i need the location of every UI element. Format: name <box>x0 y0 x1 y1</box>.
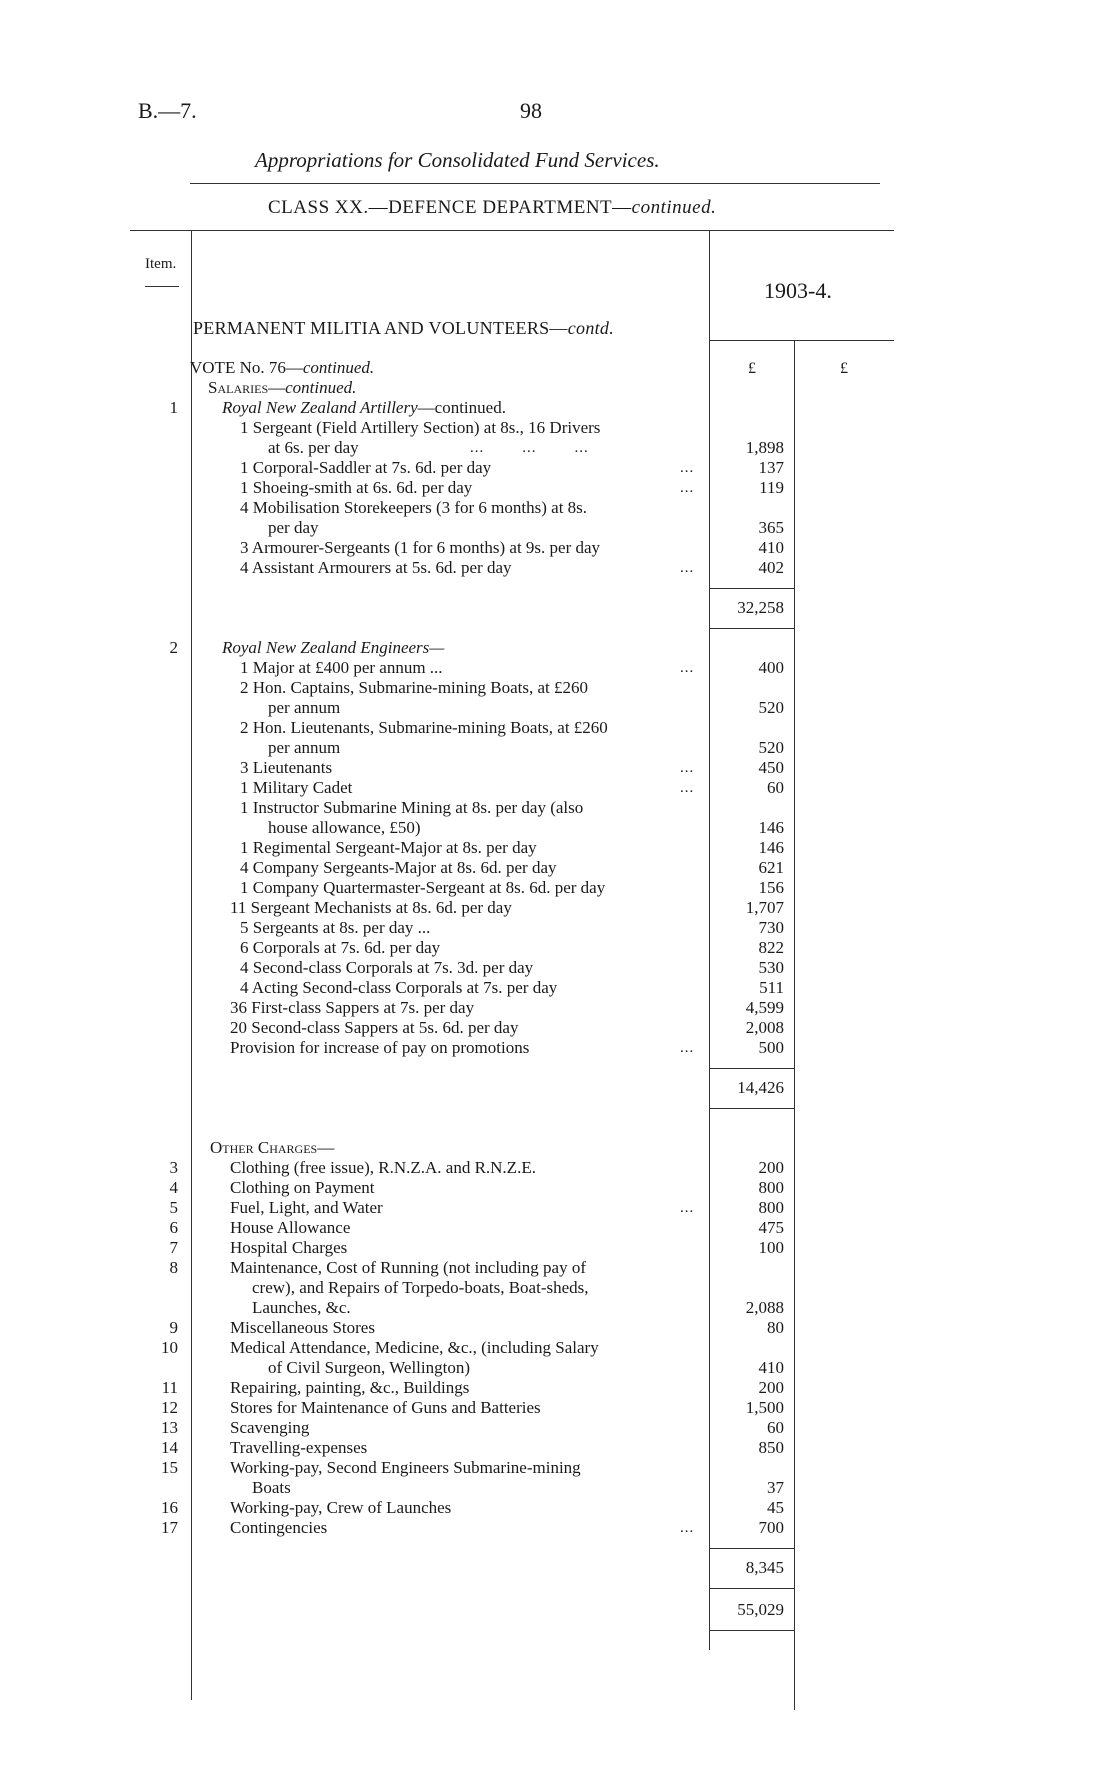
item-number: 14 <box>161 1438 178 1457</box>
item-number: 12 <box>161 1398 178 1417</box>
table-row: 36 First-class Sappers at 7s. per day <box>230 998 475 1017</box>
row-amount: 45 <box>767 1498 784 1517</box>
artillery-heading-continued: —continued. <box>417 398 506 417</box>
table-row: Clothing on Payment <box>230 1178 375 1197</box>
vote-number: VOTE No. 76— <box>190 358 303 377</box>
table-row: 1 Regimental Sergeant-Major at 8s. per day <box>240 838 537 857</box>
table-row: of Civil Surgeon, Wellington) <box>268 1358 470 1377</box>
row-amount: 146 <box>758 818 784 837</box>
table-row: Launches, &c. <box>252 1298 351 1317</box>
subtotal-rule <box>709 1068 794 1069</box>
dot-leader: ... <box>680 660 695 676</box>
amount-column-divider <box>709 230 710 1650</box>
table-row: 6 Corporals at 7s. 6d. per day <box>240 938 441 957</box>
section-title <box>193 318 614 339</box>
table-row: 11 Sergeant Mechanists at 8s. 6d. per day <box>230 898 512 917</box>
item-number: 13 <box>161 1418 178 1437</box>
row-amount: 60 <box>767 778 784 797</box>
row-amount: 137 <box>758 458 784 477</box>
table-row: 3 Armourer-Sergeants (1 for 6 months) at 9s. per day <box>240 538 601 557</box>
table-row: Contingencies <box>230 1518 328 1537</box>
table-row: Repairing, painting, &c., Buildings <box>230 1378 470 1397</box>
row-amount: 37 <box>767 1478 784 1497</box>
item-number: 16 <box>161 1498 178 1517</box>
total-column-divider <box>794 340 795 1710</box>
engineers-total: 14,426 <box>737 1078 784 1097</box>
engineers-heading-text: Royal New Zealand Engineers— <box>222 638 445 657</box>
table-row: crew), and Repairs of Torpedo-boats, Boat-sheds, <box>252 1278 589 1297</box>
dot-leader: ... <box>680 760 695 776</box>
section-title-continued: contd. <box>567 318 615 338</box>
pound-sign-detail: £ <box>748 360 756 377</box>
dot-leader: ... <box>680 1200 695 1216</box>
item-number: 2 <box>169 638 178 657</box>
item-number: 11 <box>161 1378 178 1397</box>
table-row: Scavenging <box>230 1418 310 1437</box>
year-rule <box>709 340 894 341</box>
row-amount: 520 <box>758 698 784 717</box>
artillery-heading <box>222 398 506 418</box>
row-amount: 200 <box>758 1378 784 1397</box>
row-amount: 400 <box>758 658 784 677</box>
table-row: 1 Major at £400 per annum ... <box>240 658 443 677</box>
salaries-heading <box>208 378 356 398</box>
class-heading-text: CLASS XX.—DEFENCE DEPARTMENT— <box>268 197 632 218</box>
table-row: 4 Assistant Armourers at 5s. 6d. per day <box>240 558 512 577</box>
dot-leader: ... <box>680 1520 695 1536</box>
item-column-label: Item. <box>145 256 177 272</box>
row-amount: 146 <box>758 838 784 857</box>
salaries-label: Salaries— <box>208 378 286 397</box>
table-row: House Allowance <box>230 1218 351 1237</box>
item-number: 17 <box>161 1518 178 1537</box>
dot-leader: ... <box>680 780 695 796</box>
section-title-text: PERMANENT MILITIA AND VOLUNTEERS— <box>193 318 568 338</box>
grand-total-rule <box>709 1630 794 1631</box>
row-amount: 410 <box>758 538 784 557</box>
table-row: 4 Company Sergeants-Major at 8s. 6d. per day <box>240 858 557 877</box>
table-row: Stores for Maintenance of Guns and Batteries <box>230 1398 541 1417</box>
table-row: 4 Second-class Corporals at 7s. 3d. per day <box>240 958 534 977</box>
row-amount: 730 <box>758 918 784 937</box>
salaries-continued: continued. <box>285 378 357 397</box>
item-number: 9 <box>169 1318 178 1337</box>
table-row: Working-pay, Crew of Launches <box>230 1498 452 1517</box>
row-amount: 800 <box>758 1178 784 1197</box>
row-amount: 621 <box>758 858 784 877</box>
item-number: 15 <box>161 1458 178 1477</box>
table-row: 3 Lieutenants <box>240 758 333 777</box>
artillery-total: 32,258 <box>737 598 784 617</box>
table-row: 1 Company Quartermaster-Sergeant at 8s. 6d. per day <box>240 878 606 897</box>
row-amount: 4,599 <box>745 998 784 1017</box>
table-row: Working-pay, Second Engineers Submarine-mining <box>230 1458 581 1477</box>
grand-total: 55,029 <box>737 1600 784 1619</box>
row-amount: 119 <box>759 478 784 497</box>
row-amount: 500 <box>758 1038 784 1057</box>
table-row: 2 Hon. Captains, Submarine-mining Boats, at £260 <box>240 678 588 697</box>
vote-line <box>190 358 374 378</box>
table-row: 2 Hon. Lieutenants, Submarine-mining Boats, at £260 <box>240 718 608 737</box>
other-charges-label: Other Charges— <box>210 1138 335 1157</box>
rule-under-class <box>130 230 894 231</box>
table-row: 1 Military Cadet <box>240 778 353 797</box>
row-amount: 2,008 <box>745 1018 784 1037</box>
row-amount: 700 <box>758 1518 784 1537</box>
table-row: 1 Instructor Submarine Mining at 8s. per day (also <box>240 798 584 817</box>
year-label: 1903-4. <box>764 278 832 303</box>
item-number: 7 <box>169 1238 178 1257</box>
table-row: Fuel, Light, and Water <box>230 1198 383 1217</box>
page-number: 98 <box>520 98 542 123</box>
row-amount: 2,088 <box>745 1298 784 1317</box>
class-heading <box>268 197 716 219</box>
table-row: 4 Acting Second-class Corporals at 7s. per day <box>240 978 558 997</box>
table-row: 20 Second-class Sappers at 5s. 6d. per day <box>230 1018 519 1037</box>
item-number: 10 <box>161 1338 178 1357</box>
table-row: per annum <box>268 738 341 757</box>
item-number: 8 <box>169 1258 178 1277</box>
item-head-rule <box>145 286 179 287</box>
document-reference: B.—7. <box>138 98 197 123</box>
dot-leader: ... <box>680 460 695 476</box>
class-heading-continued: continued. <box>631 197 717 218</box>
item-column-divider <box>191 230 192 1700</box>
table-row: 5 Sergeants at 8s. per day ... <box>240 918 431 937</box>
item-number: 3 <box>169 1158 178 1177</box>
row-amount: 60 <box>767 1418 784 1437</box>
table-row: Miscellaneous Stores <box>230 1318 375 1337</box>
row-amount: 100 <box>758 1238 784 1257</box>
item-number: 4 <box>169 1178 178 1197</box>
table-row: Hospital Charges <box>230 1238 348 1257</box>
table-row: at 6s. per day <box>268 438 359 457</box>
row-amount: 520 <box>758 738 784 757</box>
item-number: 1 <box>169 398 178 417</box>
table-row: per annum <box>268 698 341 717</box>
subtotal-rule <box>709 628 794 629</box>
engineers-heading <box>222 638 444 658</box>
row-amount: 800 <box>758 1198 784 1217</box>
row-amount: 410 <box>758 1358 784 1377</box>
row-amount: 80 <box>767 1318 784 1337</box>
dot-leader: ... ... ... <box>470 440 589 456</box>
table-row: Boats <box>252 1478 291 1497</box>
table-row: Clothing (free issue), R.N.Z.A. and R.N.Z.E. <box>230 1158 536 1177</box>
table-row: per day <box>268 518 319 537</box>
row-amount: 1,707 <box>745 898 784 917</box>
pound-sign-total: £ <box>840 360 848 377</box>
row-amount: 450 <box>758 758 784 777</box>
table-row: 1 Corporal-Saddler at 7s. 6d. per day <box>240 458 492 477</box>
table-row: house allowance, £50) <box>268 818 421 837</box>
item-number: 6 <box>169 1218 178 1237</box>
item-number: 5 <box>169 1198 178 1217</box>
subtotal-rule <box>709 588 794 589</box>
subtotal-rule <box>709 1548 794 1549</box>
row-amount: 475 <box>758 1218 784 1237</box>
dot-leader: ... <box>680 560 695 576</box>
table-row: Maintenance, Cost of Running (not including pay of <box>230 1258 586 1277</box>
row-amount: 402 <box>758 558 784 577</box>
row-amount: 850 <box>758 1438 784 1457</box>
row-amount: 822 <box>758 938 784 957</box>
page-title: Appropriations for Consolidated Fund Services. <box>255 148 660 172</box>
row-amount: 511 <box>759 978 784 997</box>
rule-under-title <box>190 183 880 184</box>
row-amount: 1,898 <box>745 438 784 457</box>
table-row: 1 Shoeing-smith at 6s. 6d. per day <box>240 478 473 497</box>
row-amount: 200 <box>758 1158 784 1177</box>
row-amount: 1,500 <box>745 1398 784 1417</box>
table-row: Travelling-expenses <box>230 1438 368 1457</box>
table-row: 4 Mobilisation Storekeepers (3 for 6 months) at 8s. <box>240 498 588 517</box>
vote-continued: continued. <box>302 358 375 377</box>
table-row: 1 Sergeant (Field Artillery Section) at 8s., 16 Drivers <box>240 418 601 437</box>
table-row: Medical Attendance, Medicine, &c., (including Salary <box>230 1338 599 1357</box>
table-row: Provision for increase of pay on promotions <box>230 1038 530 1057</box>
artillery-heading-text: Royal New Zealand Artillery <box>222 398 418 417</box>
dot-leader: ... <box>680 480 695 496</box>
other-charges-heading <box>210 1138 334 1158</box>
subtotal-rule <box>709 1108 794 1109</box>
row-amount: 156 <box>758 878 784 897</box>
subtotal-rule <box>709 1588 794 1589</box>
row-amount: 530 <box>758 958 784 977</box>
row-amount: 365 <box>758 518 784 537</box>
other-charges-total: 8,345 <box>745 1558 784 1577</box>
dot-leader: ... <box>680 1040 695 1056</box>
